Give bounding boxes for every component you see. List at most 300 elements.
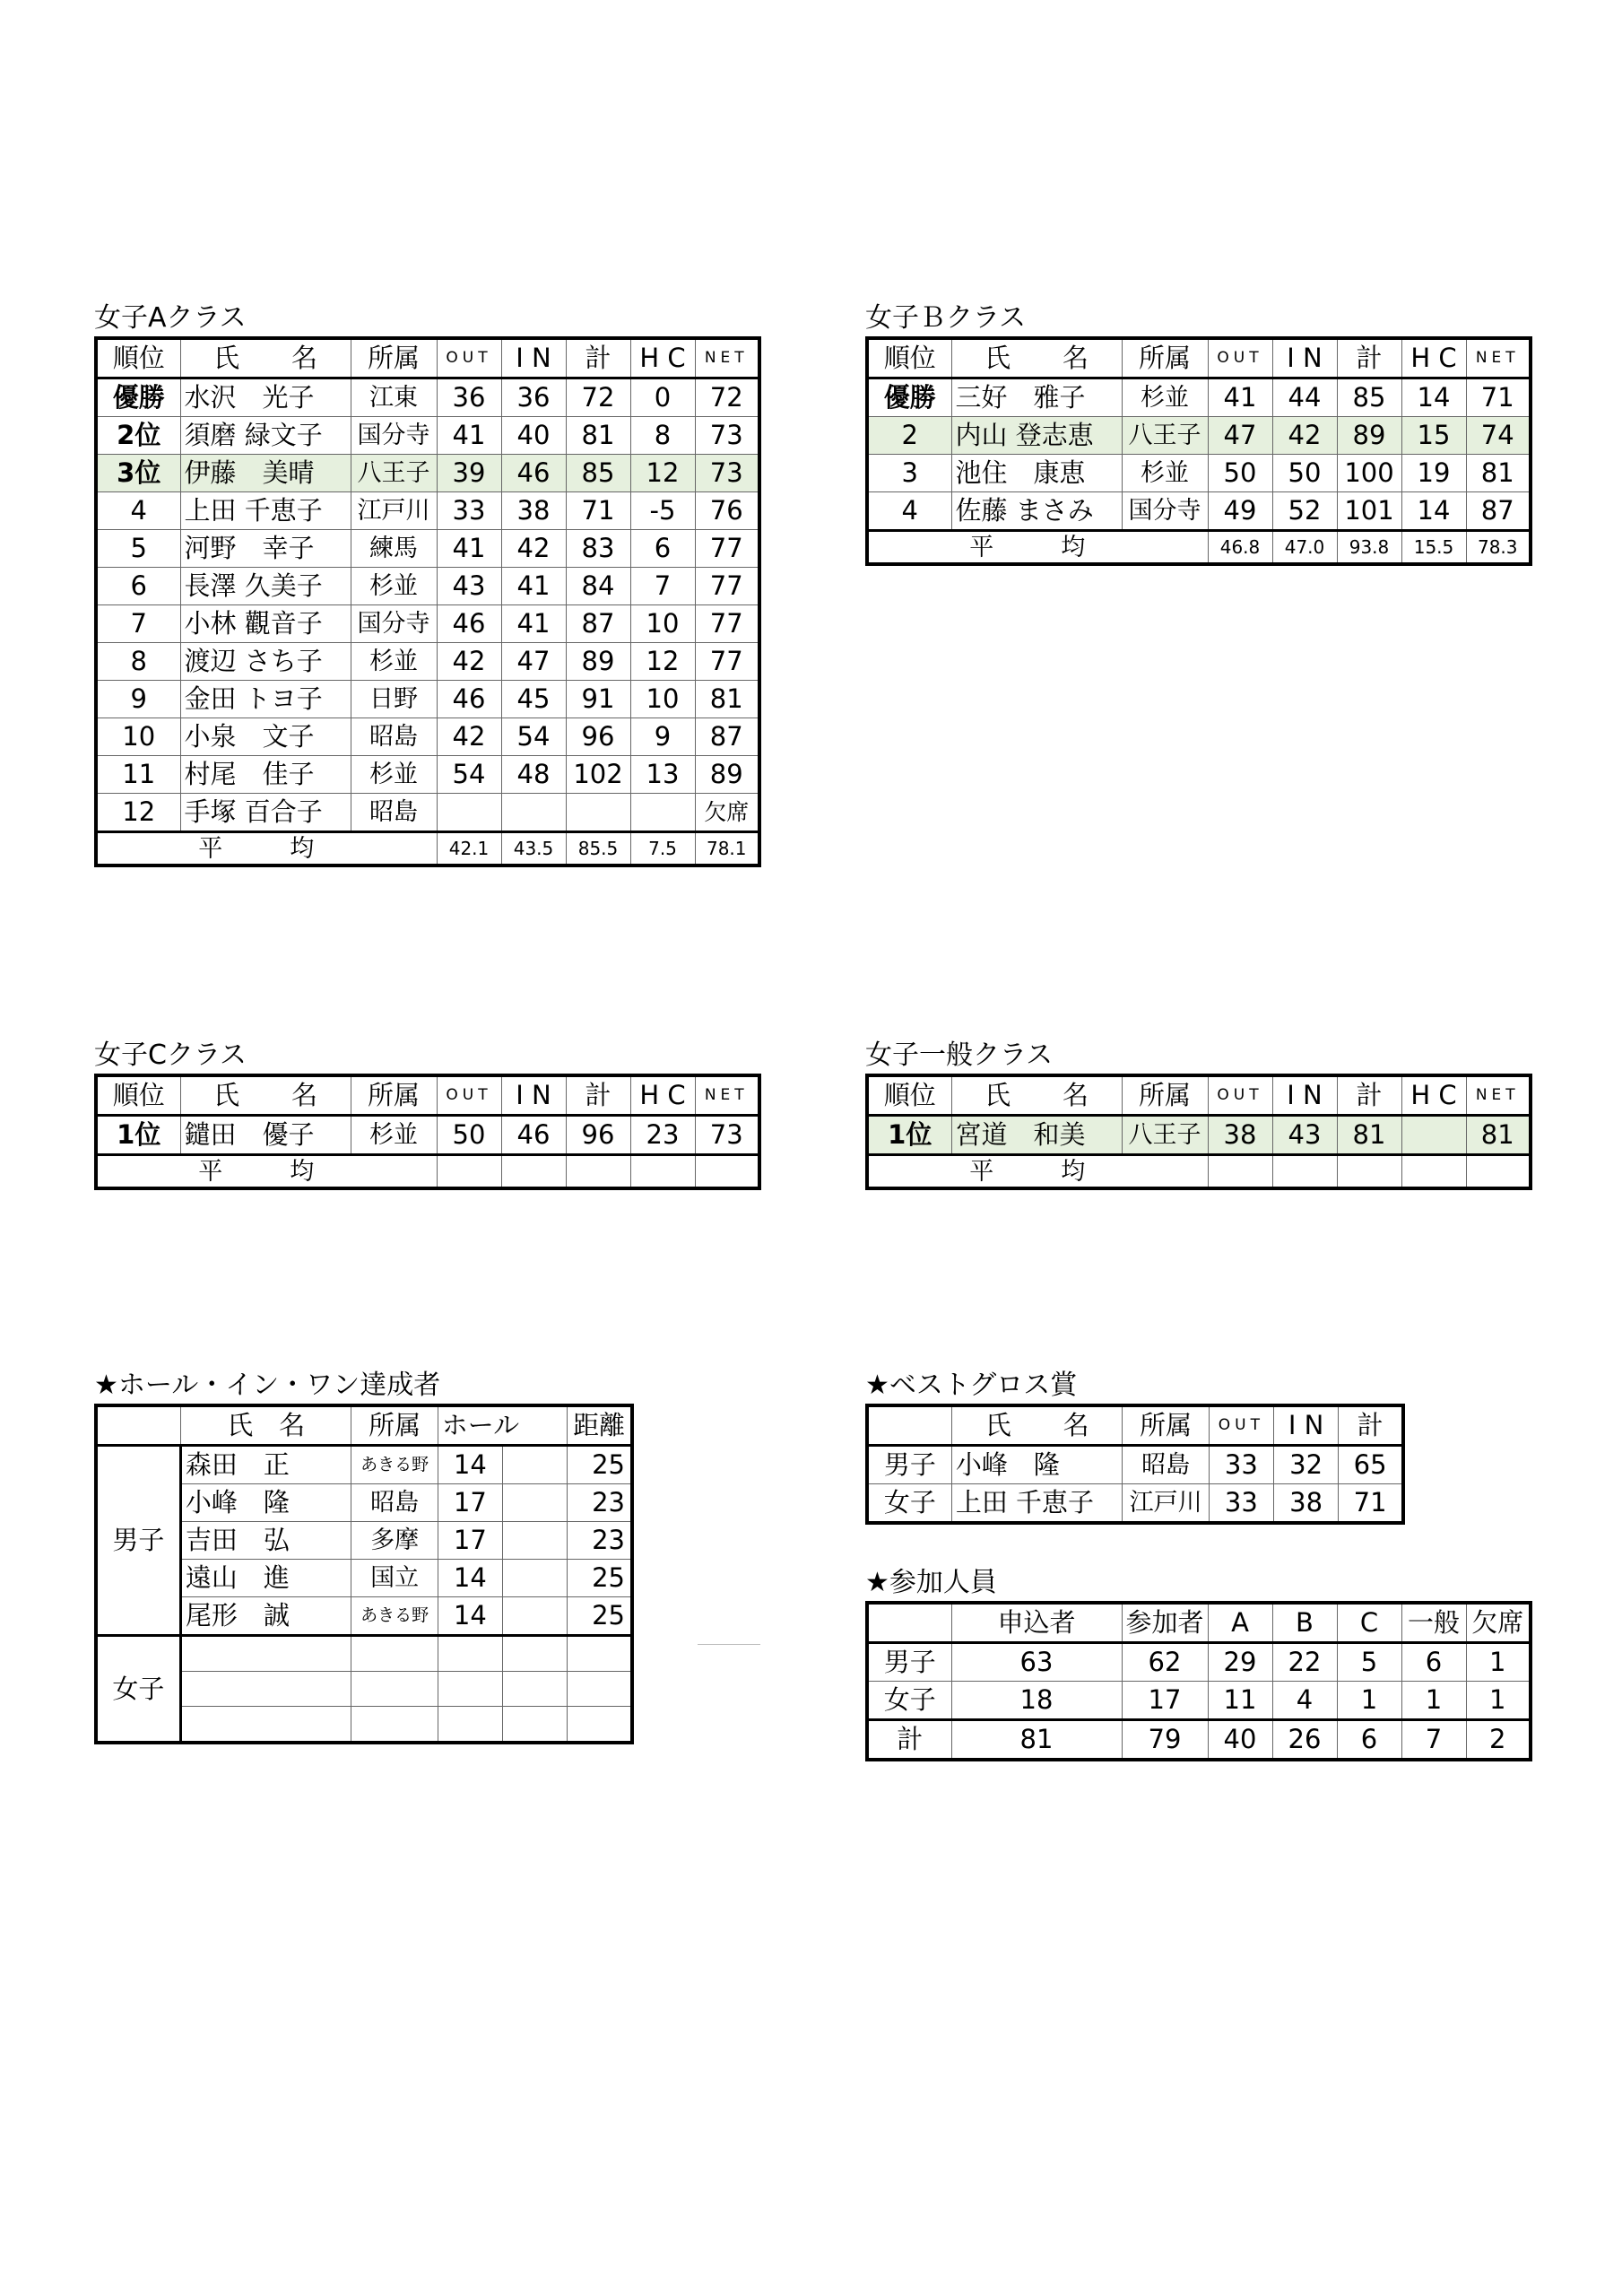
average-net bbox=[1466, 1155, 1531, 1189]
name-cell: 遠山 進 bbox=[180, 1560, 351, 1597]
hc-cell: 6 bbox=[630, 530, 695, 568]
hole-in-one-title: ★ホール・イン・ワン達成者 bbox=[94, 1370, 441, 1401]
net-cell: 81 bbox=[1466, 455, 1531, 492]
in-cell: 50 bbox=[1272, 455, 1337, 492]
average-hc: 7.5 bbox=[630, 832, 695, 866]
header-group bbox=[867, 1603, 951, 1643]
affiliation-cell: 昭島 bbox=[1123, 1446, 1209, 1484]
a-cell: 40 bbox=[1208, 1720, 1272, 1761]
women-group-label: 女子 bbox=[96, 1636, 180, 1744]
distance-cell: 25 bbox=[568, 1597, 632, 1636]
women-b-header-row bbox=[867, 338, 1531, 378]
blank-cell bbox=[502, 1672, 567, 1707]
name-cell: 伊藤 美晴 bbox=[180, 455, 351, 492]
hole-in-one-section bbox=[94, 1368, 634, 1744]
affiliation-cell: 昭島 bbox=[351, 718, 437, 756]
name-cell: 宮道 和美 bbox=[951, 1116, 1122, 1155]
out-cell: 33 bbox=[1209, 1446, 1273, 1484]
name-cell: 上田 千恵子 bbox=[180, 492, 351, 530]
in-cell: 47 bbox=[501, 643, 566, 681]
blank-cell bbox=[568, 1672, 632, 1707]
table-row bbox=[96, 643, 759, 681]
in-cell bbox=[501, 794, 566, 832]
average-label: 平 均 bbox=[96, 1155, 437, 1189]
hc-cell: 12 bbox=[630, 643, 695, 681]
net-cell: 81 bbox=[695, 681, 759, 718]
out-cell: 54 bbox=[437, 756, 501, 794]
affiliation-cell: 八王子 bbox=[351, 455, 437, 492]
header-net: NET bbox=[1466, 338, 1531, 378]
best-gross-title: ★ベストグロス賞 bbox=[865, 1370, 1078, 1401]
hc-cell: 14 bbox=[1401, 492, 1466, 531]
total-cell bbox=[566, 794, 630, 832]
hole-cell: 14 bbox=[438, 1560, 502, 1597]
table-row bbox=[96, 756, 759, 794]
average-out bbox=[1208, 1155, 1272, 1189]
total-cell: 102 bbox=[566, 756, 630, 794]
average-row bbox=[867, 1155, 1531, 1189]
total-cell: 96 bbox=[566, 718, 630, 756]
net-cell: 73 bbox=[695, 1116, 759, 1155]
total-cell: 85 bbox=[1337, 378, 1401, 417]
hole-cell: 14 bbox=[438, 1446, 502, 1484]
net-cell: 77 bbox=[695, 568, 759, 605]
table-row bbox=[96, 378, 759, 417]
average-label: 平 均 bbox=[867, 531, 1208, 565]
header-net: NET bbox=[695, 338, 759, 378]
out-cell: 38 bbox=[1208, 1116, 1272, 1155]
total-cell: 71 bbox=[1339, 1484, 1403, 1524]
net-cell: 87 bbox=[1466, 492, 1531, 531]
out-cell: 36 bbox=[437, 378, 501, 417]
hole-cell: 14 bbox=[438, 1597, 502, 1636]
general-cell: 6 bbox=[1401, 1643, 1466, 1682]
affiliation-cell: 国分寺 bbox=[1122, 492, 1208, 531]
name-cell: 手塚 百合子 bbox=[180, 794, 351, 832]
header-b: B bbox=[1272, 1603, 1337, 1643]
average-net bbox=[695, 1155, 759, 1189]
rank-cell: 4 bbox=[96, 492, 180, 530]
net-cell: 欠席 bbox=[695, 794, 759, 832]
rank-cell: 10 bbox=[96, 718, 180, 756]
out-cell: 41 bbox=[1208, 378, 1272, 417]
affiliation-cell: 八王子 bbox=[1122, 417, 1208, 455]
name-cell: 佐藤 まさみ bbox=[951, 492, 1122, 531]
applied-cell: 63 bbox=[951, 1643, 1122, 1682]
average-in bbox=[1272, 1155, 1337, 1189]
name-cell: 村尾 佳子 bbox=[180, 756, 351, 794]
applied-cell: 18 bbox=[951, 1682, 1122, 1720]
header-affiliation: 所属 bbox=[1122, 338, 1208, 378]
blank-cell bbox=[502, 1560, 567, 1597]
average-hc bbox=[630, 1155, 695, 1189]
name-cell: 長澤 久美子 bbox=[180, 568, 351, 605]
header-hc: H C bbox=[1401, 338, 1466, 378]
hc-cell: 7 bbox=[630, 568, 695, 605]
absent-cell: 1 bbox=[1466, 1682, 1531, 1720]
average-hc bbox=[1401, 1155, 1466, 1189]
blank-cell bbox=[502, 1636, 567, 1672]
in-cell: 41 bbox=[501, 568, 566, 605]
b-cell: 4 bbox=[1272, 1682, 1337, 1720]
net-cell: 81 bbox=[1466, 1116, 1531, 1155]
average-hc: 15.5 bbox=[1401, 531, 1466, 565]
in-cell: 45 bbox=[501, 681, 566, 718]
header-out: OUT bbox=[437, 338, 501, 378]
affiliation-cell: 多摩 bbox=[351, 1522, 438, 1560]
average-in: 43.5 bbox=[501, 832, 566, 866]
table-row bbox=[96, 681, 759, 718]
average-net: 78.1 bbox=[695, 832, 759, 866]
rank-cell: 11 bbox=[96, 756, 180, 794]
men-group-label: 男子 bbox=[96, 1446, 180, 1636]
affiliation-cell: あきる野 bbox=[351, 1446, 438, 1484]
applied-cell: 81 bbox=[951, 1720, 1122, 1761]
affiliation-cell: 杉並 bbox=[351, 1116, 437, 1155]
absent-cell: 1 bbox=[1466, 1643, 1531, 1682]
blank-cell bbox=[502, 1522, 567, 1560]
hc-cell: 23 bbox=[630, 1116, 695, 1155]
blank-cell bbox=[438, 1707, 502, 1744]
total-cell: 101 bbox=[1337, 492, 1401, 531]
attended-cell: 17 bbox=[1122, 1682, 1208, 1720]
header-total: 計 bbox=[1339, 1405, 1403, 1446]
name-cell: 河野 幸子 bbox=[180, 530, 351, 568]
name-cell: 三好 雅子 bbox=[951, 378, 1122, 417]
blank-cell bbox=[568, 1707, 632, 1744]
affiliation-cell: 江戸川 bbox=[351, 492, 437, 530]
header-applied: 申込者 bbox=[951, 1603, 1122, 1643]
header-net: NET bbox=[1466, 1075, 1531, 1116]
total-cell: 83 bbox=[566, 530, 630, 568]
table-row bbox=[867, 1682, 1531, 1720]
name-cell: 小林 觀音子 bbox=[180, 605, 351, 643]
name-cell: 渡辺 さち子 bbox=[180, 643, 351, 681]
header-general: 一般 bbox=[1401, 1603, 1466, 1643]
hole-cell: 17 bbox=[438, 1522, 502, 1560]
table-row bbox=[867, 455, 1531, 492]
blank-cell bbox=[351, 1672, 438, 1707]
hole-cell: 17 bbox=[438, 1484, 502, 1522]
header-name: 氏 名 bbox=[180, 338, 351, 378]
b-cell: 22 bbox=[1272, 1643, 1337, 1682]
rank-cell: 2 bbox=[867, 417, 951, 455]
header-hc: H C bbox=[1401, 1075, 1466, 1116]
average-label: 平 均 bbox=[96, 832, 437, 866]
affiliation-cell: 練馬 bbox=[351, 530, 437, 568]
total-cell: 96 bbox=[566, 1116, 630, 1155]
name-cell: 内山 登志恵 bbox=[951, 417, 1122, 455]
average-in: 47.0 bbox=[1272, 531, 1337, 565]
hole-in-one-header-row bbox=[96, 1405, 632, 1446]
women-a-title: 女子Aクラス bbox=[94, 302, 247, 334]
out-cell: 46 bbox=[437, 681, 501, 718]
in-cell: 44 bbox=[1272, 378, 1337, 417]
c-cell: 6 bbox=[1337, 1720, 1401, 1761]
blank-cell bbox=[180, 1672, 351, 1707]
group-label: 女子 bbox=[867, 1484, 951, 1524]
in-cell: 46 bbox=[501, 455, 566, 492]
table-row-highlighted bbox=[96, 455, 759, 492]
table-row bbox=[96, 568, 759, 605]
header-affiliation: 所属 bbox=[1122, 1075, 1208, 1116]
in-cell: 43 bbox=[1272, 1116, 1337, 1155]
header-net: NET bbox=[695, 1075, 759, 1116]
general-cell: 1 bbox=[1401, 1682, 1466, 1720]
participants-section bbox=[865, 1565, 1532, 1761]
header-distance: 距離 bbox=[568, 1405, 632, 1446]
blank-cell bbox=[502, 1446, 567, 1484]
affiliation-cell: 杉並 bbox=[351, 643, 437, 681]
total-cell: 84 bbox=[566, 568, 630, 605]
women-b-table bbox=[865, 336, 1532, 566]
out-cell: 46 bbox=[437, 605, 501, 643]
table-row bbox=[96, 1116, 759, 1155]
table-row bbox=[96, 1636, 632, 1672]
total-cell: 71 bbox=[566, 492, 630, 530]
net-cell: 72 bbox=[695, 378, 759, 417]
rank-cell: 6 bbox=[96, 568, 180, 605]
header-attended: 参加者 bbox=[1122, 1603, 1208, 1643]
group-label: 男子 bbox=[867, 1643, 951, 1682]
header-affiliation: 所属 bbox=[351, 1405, 438, 1446]
c-cell: 1 bbox=[1337, 1682, 1401, 1720]
header-rank: 順位 bbox=[867, 1075, 951, 1116]
hc-cell: 15 bbox=[1401, 417, 1466, 455]
hc-cell: 19 bbox=[1401, 455, 1466, 492]
name-cell: 小峰 隆 bbox=[180, 1484, 351, 1522]
table-row-total bbox=[867, 1720, 1531, 1761]
net-cell: 73 bbox=[695, 417, 759, 455]
affiliation-cell: 杉並 bbox=[351, 756, 437, 794]
header-affiliation: 所属 bbox=[351, 338, 437, 378]
affiliation-cell: 国立 bbox=[351, 1560, 438, 1597]
table-row bbox=[867, 492, 1531, 531]
blank-cell bbox=[180, 1636, 351, 1672]
best-gross-header-row bbox=[867, 1405, 1403, 1446]
table-row-highlighted bbox=[867, 1116, 1531, 1155]
blank-cell bbox=[351, 1707, 438, 1744]
in-cell: 42 bbox=[501, 530, 566, 568]
header-name: 氏 名 bbox=[951, 1075, 1122, 1116]
in-cell: 36 bbox=[501, 378, 566, 417]
rank-cell: 優勝 bbox=[867, 378, 951, 417]
affiliation-cell: 日野 bbox=[351, 681, 437, 718]
women-a-header-row bbox=[96, 338, 759, 378]
in-cell: 48 bbox=[501, 756, 566, 794]
a-cell: 11 bbox=[1208, 1682, 1272, 1720]
rank-cell: 9 bbox=[96, 681, 180, 718]
rank-cell: 2位 bbox=[96, 417, 180, 455]
rank-cell: 3 bbox=[867, 455, 951, 492]
average-row bbox=[96, 832, 759, 866]
women-general-header-row bbox=[867, 1075, 1531, 1116]
out-cell: 42 bbox=[437, 718, 501, 756]
rank-cell: 7 bbox=[96, 605, 180, 643]
average-out: 42.1 bbox=[437, 832, 501, 866]
hc-cell: 9 bbox=[630, 718, 695, 756]
hc-cell: 10 bbox=[630, 681, 695, 718]
hc-cell: 0 bbox=[630, 378, 695, 417]
out-cell: 50 bbox=[1208, 455, 1272, 492]
header-affiliation: 所属 bbox=[351, 1075, 437, 1116]
women-c-section bbox=[94, 1038, 761, 1190]
name-cell: 金田 トヨ子 bbox=[180, 681, 351, 718]
header-total: 計 bbox=[566, 338, 630, 378]
divider-line bbox=[698, 1644, 760, 1645]
rank-cell: 12 bbox=[96, 794, 180, 832]
affiliation-cell: 江戸川 bbox=[1123, 1484, 1209, 1524]
name-cell: 上田 千恵子 bbox=[951, 1484, 1123, 1524]
average-total: 85.5 bbox=[566, 832, 630, 866]
blank-cell bbox=[502, 1597, 567, 1636]
blank-cell bbox=[438, 1672, 502, 1707]
header-total: 計 bbox=[1337, 1075, 1401, 1116]
affiliation-cell: 杉並 bbox=[1122, 378, 1208, 417]
distance-cell: 25 bbox=[568, 1446, 632, 1484]
affiliation-cell: 昭島 bbox=[351, 1484, 438, 1522]
blank-cell bbox=[502, 1707, 567, 1744]
header-out: OUT bbox=[1208, 338, 1272, 378]
c-cell: 5 bbox=[1337, 1643, 1401, 1682]
attended-cell: 62 bbox=[1122, 1643, 1208, 1682]
net-cell: 89 bbox=[695, 756, 759, 794]
total-cell: 100 bbox=[1337, 455, 1401, 492]
rank-cell: 5 bbox=[96, 530, 180, 568]
in-cell: 38 bbox=[501, 492, 566, 530]
table-row bbox=[867, 378, 1531, 417]
best-gross-table bbox=[865, 1404, 1405, 1525]
average-out bbox=[437, 1155, 501, 1189]
affiliation-cell: 昭島 bbox=[351, 794, 437, 832]
hc-cell: 10 bbox=[630, 605, 695, 643]
hc-cell: 14 bbox=[1401, 378, 1466, 417]
average-row bbox=[96, 1155, 759, 1189]
general-cell: 7 bbox=[1401, 1720, 1466, 1761]
hc-cell: 8 bbox=[630, 417, 695, 455]
best-gross-section bbox=[865, 1368, 1405, 1525]
women-c-title: 女子Cクラス bbox=[94, 1039, 247, 1071]
net-cell: 77 bbox=[695, 530, 759, 568]
average-total bbox=[1337, 1155, 1401, 1189]
in-cell: 41 bbox=[501, 605, 566, 643]
women-a-section bbox=[94, 300, 761, 867]
table-row bbox=[96, 605, 759, 643]
out-cell: 43 bbox=[437, 568, 501, 605]
distance-cell: 23 bbox=[568, 1484, 632, 1522]
net-cell: 87 bbox=[695, 718, 759, 756]
blank-cell bbox=[438, 1636, 502, 1672]
net-cell: 71 bbox=[1466, 378, 1531, 417]
name-cell: 小峰 隆 bbox=[951, 1446, 1123, 1484]
name-cell: 水沢 光子 bbox=[180, 378, 351, 417]
out-cell: 33 bbox=[437, 492, 501, 530]
in-cell: 32 bbox=[1273, 1446, 1338, 1484]
hc-cell: 13 bbox=[630, 756, 695, 794]
header-in: I N bbox=[1273, 1405, 1338, 1446]
hc-cell: 12 bbox=[630, 455, 695, 492]
attended-cell: 79 bbox=[1122, 1720, 1208, 1761]
out-cell: 39 bbox=[437, 455, 501, 492]
name-cell: 森田 正 bbox=[180, 1446, 351, 1484]
name-cell: 小泉 文子 bbox=[180, 718, 351, 756]
total-cell: 81 bbox=[1337, 1116, 1401, 1155]
out-cell bbox=[437, 794, 501, 832]
in-cell: 42 bbox=[1272, 417, 1337, 455]
total-cell: 65 bbox=[1339, 1446, 1403, 1484]
in-cell: 38 bbox=[1273, 1484, 1338, 1524]
name-cell: 鑓田 優子 bbox=[180, 1116, 351, 1155]
table-row bbox=[867, 1643, 1531, 1682]
out-cell: 47 bbox=[1208, 417, 1272, 455]
blank-cell bbox=[180, 1707, 351, 1744]
group-label: 計 bbox=[867, 1720, 951, 1761]
rank-cell: 1位 bbox=[867, 1116, 951, 1155]
total-cell: 89 bbox=[1337, 417, 1401, 455]
name-cell: 吉田 弘 bbox=[180, 1522, 351, 1560]
out-cell: 41 bbox=[437, 530, 501, 568]
header-absent: 欠席 bbox=[1466, 1603, 1531, 1643]
rank-cell: 1位 bbox=[96, 1116, 180, 1155]
hc-cell bbox=[630, 794, 695, 832]
header-name: 氏 名 bbox=[951, 1405, 1123, 1446]
group-label: 女子 bbox=[867, 1682, 951, 1720]
header-hc: H C bbox=[630, 338, 695, 378]
out-cell: 50 bbox=[437, 1116, 501, 1155]
rank-cell: 優勝 bbox=[96, 378, 180, 417]
header-in: I N bbox=[501, 1075, 566, 1116]
table-row bbox=[867, 1446, 1403, 1484]
net-cell: 74 bbox=[1466, 417, 1531, 455]
header-in: I N bbox=[1272, 338, 1337, 378]
table-row bbox=[96, 794, 759, 832]
women-general-section bbox=[865, 1038, 1532, 1190]
header-name: 氏 名 bbox=[180, 1405, 351, 1446]
absent-cell: 2 bbox=[1466, 1720, 1531, 1761]
average-label: 平 均 bbox=[867, 1155, 1208, 1189]
total-cell: 72 bbox=[566, 378, 630, 417]
net-cell: 76 bbox=[695, 492, 759, 530]
out-cell: 42 bbox=[437, 643, 501, 681]
affiliation-cell: 杉並 bbox=[351, 568, 437, 605]
header-out: OUT bbox=[1209, 1405, 1273, 1446]
total-cell: 91 bbox=[566, 681, 630, 718]
affiliation-cell: 国分寺 bbox=[351, 605, 437, 643]
rank-cell: 4 bbox=[867, 492, 951, 531]
distance-cell: 25 bbox=[568, 1560, 632, 1597]
women-c-header-row bbox=[96, 1075, 759, 1116]
affiliation-cell: 八王子 bbox=[1122, 1116, 1208, 1155]
name-cell: 須磨 緑文子 bbox=[180, 417, 351, 455]
header-in: I N bbox=[1272, 1075, 1337, 1116]
net-cell: 73 bbox=[695, 455, 759, 492]
in-cell: 40 bbox=[501, 417, 566, 455]
total-cell: 81 bbox=[566, 417, 630, 455]
header-affiliation: 所属 bbox=[1123, 1405, 1209, 1446]
net-cell: 77 bbox=[695, 605, 759, 643]
header-out: OUT bbox=[1208, 1075, 1272, 1116]
header-hc: H C bbox=[630, 1075, 695, 1116]
total-cell: 85 bbox=[566, 455, 630, 492]
group-label: 男子 bbox=[867, 1446, 951, 1484]
average-total bbox=[566, 1155, 630, 1189]
women-c-table bbox=[94, 1074, 761, 1190]
header-c: C bbox=[1337, 1603, 1401, 1643]
table-row-highlighted bbox=[867, 417, 1531, 455]
in-cell: 46 bbox=[501, 1116, 566, 1155]
name-cell: 池住 康恵 bbox=[951, 455, 1122, 492]
hc-cell bbox=[1401, 1116, 1466, 1155]
